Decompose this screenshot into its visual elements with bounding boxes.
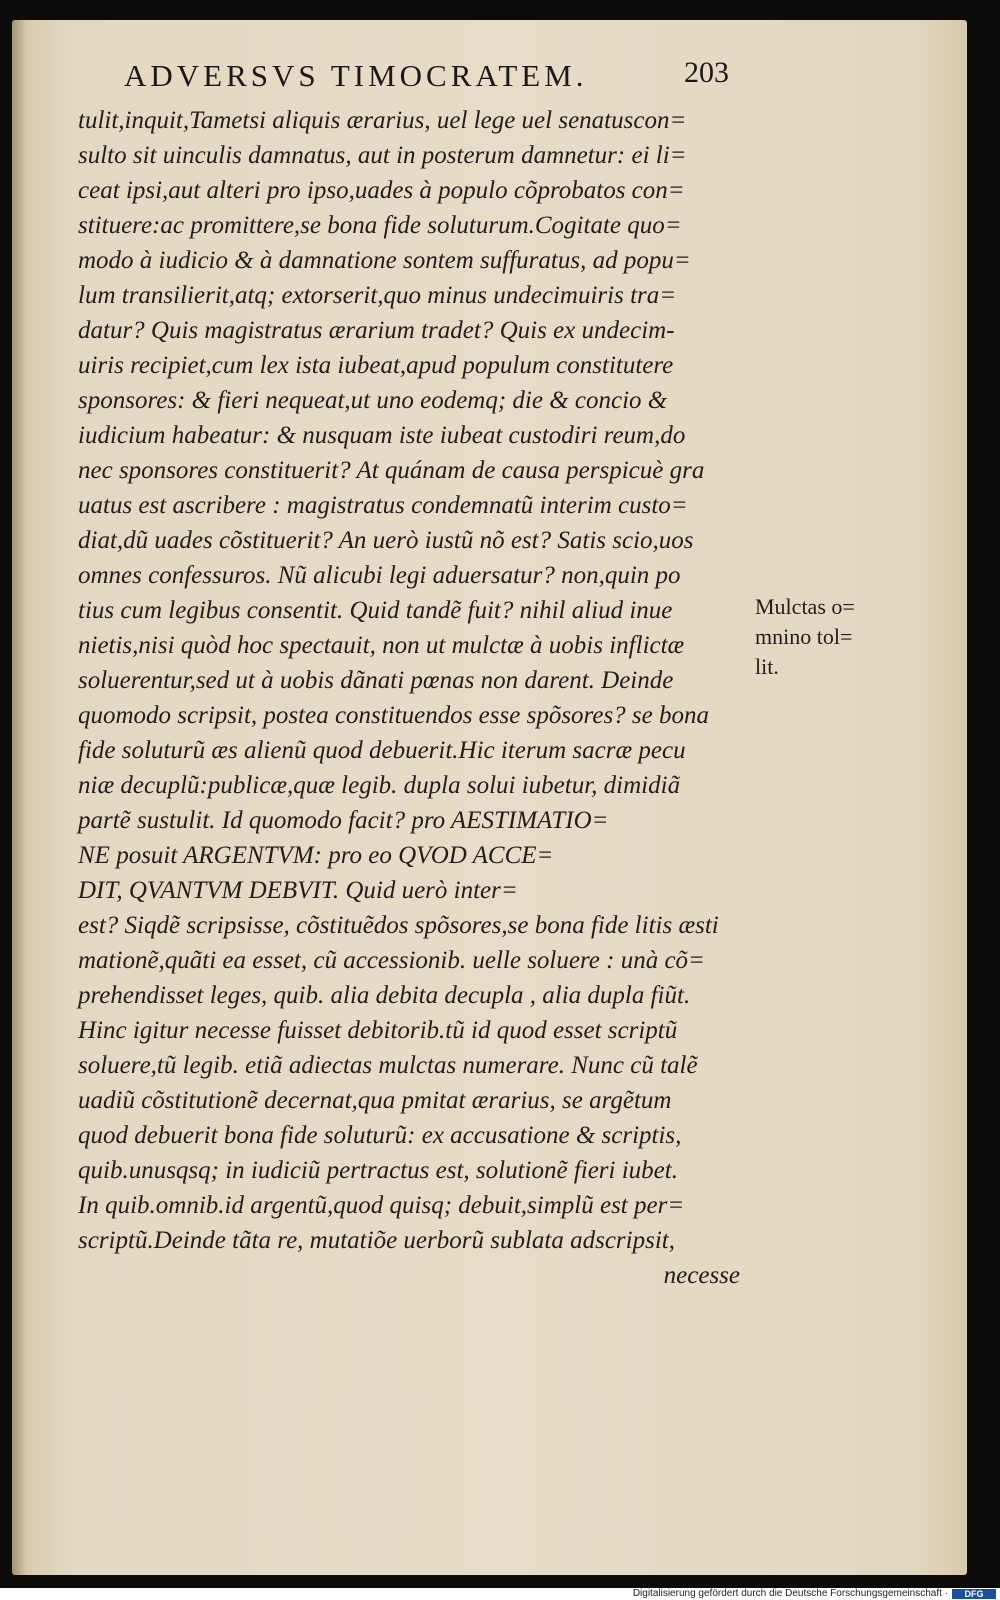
text-line: uiris recipiet,cum lex ista iubeat,apud populum constitutere: [78, 352, 674, 379]
text-line: ceat ipsi,aut alteri pro ipso,uades à populo cõprobatos con=: [78, 177, 685, 204]
margin-note-line: mnino tol=: [755, 624, 853, 649]
page-gutter-shadow: [12, 20, 26, 1575]
text-line: quib.unusqsq; in iudiciũ pertractus est, solutionẽ fieri iubet.: [78, 1157, 678, 1184]
text-line: NE posuit ARGENTVM: pro eo QVOD ACCE=: [78, 842, 554, 869]
text-line: fide soluturũ æs alienũ quod debuerit.Hic iterum sacræ pecu: [78, 737, 686, 764]
text-line: tulit,inquit,Tametsi aliquis ærarius, uel lege uel senatuscon=: [78, 107, 687, 134]
running-head: ADVERSVS TIMOCRATEM.: [124, 58, 588, 93]
catchword: necesse: [663, 1262, 740, 1289]
text-line: Hinc igitur necesse fuisset debitorib.tũ id quod esset scriptũ: [78, 1017, 678, 1044]
text-line: niæ decuplũ:publicæ,quæ legib. dupla solui iubetur, dimidiã: [78, 772, 681, 799]
text-line: soluerentur,sed ut à uobis dãnati pœnas non darent. Deinde: [78, 667, 674, 694]
text-line: iudicium habeatur: & nusquam iste iubeat custodiri reum,do: [78, 422, 686, 449]
digitization-credit: Digitalisierung gefördert durch die Deutsche Forschungsgemeinschaft ·: [632, 1588, 948, 1599]
text-line: sponsores: & fieri nequeat,ut uno eodemq; die & concio &: [78, 387, 668, 414]
dfg-logo: DFG: [952, 1589, 996, 1599]
text-line: quod debuerit bona fide soluturũ: ex accusatione & scriptis,: [78, 1122, 682, 1149]
text-line: DIT, QVANTVM DEBVIT. Quid uerò inter=: [78, 877, 518, 904]
text-line: partẽ sustulit. Id quomodo facit? pro AESTIMATIO=: [78, 807, 609, 834]
text-line: nietis,nisi quòd hoc spectauit, non ut mulctæ à uobis inflictæ: [78, 632, 685, 659]
text-line: datur? Quis magistratus ærarium tradet? Quis ex undecim-: [78, 317, 675, 344]
margin-note-line: lit.: [755, 654, 779, 679]
text-line: prehendisset leges, quib. alia debita decupla , alia dupla fiũt.: [78, 982, 691, 1009]
page-number: 203: [684, 56, 729, 89]
text-line: mationẽ,quãti ea esset, cũ accessionib. uelle soluere : unà cõ=: [78, 947, 705, 974]
text-line: diat,dũ uades cõstituerit? An uerò iustũ nõ est? Satis scio,uos: [78, 527, 694, 554]
margin-note: [755, 592, 895, 682]
text-line: uatus est ascribere : magistratus condemnatũ interim custo=: [78, 492, 688, 519]
text-line: sulto sit uinculis damnatus, aut in posterum damnetur: ei li=: [78, 142, 687, 169]
text-line: modo à iudicio & à damnatione sontem suffuratus, ad popu=: [78, 247, 691, 274]
text-line: est? Siqdẽ scripsisse, cõstituẽdos spõsores,se bona fide litis æsti: [78, 912, 719, 939]
text-line: omnes confessuros. Nũ alicubi legi aduersatur? non,quin po: [78, 562, 681, 589]
text-line: stituere:ac promittere,se bona fide soluturum.Cogitate quo=: [78, 212, 682, 239]
text-line: nec sponsores constituerit? At quánam de causa perspicuè gra: [78, 457, 705, 484]
text-line: tius cum legibus consentit. Quid tandẽ fuit? nihil aliud inue: [78, 597, 673, 624]
text-line: In quib.omnib.id argentũ,quod quisq; debuit,simplũ est per=: [78, 1192, 685, 1219]
body-text: [78, 103, 748, 1293]
text-line: quomodo scripsit, postea constituendos esse spõsores? se bona: [78, 702, 709, 729]
margin-note-line: Mulctas o=: [755, 594, 855, 619]
text-line: scriptũ.Deinde tãta re, mutatiõe uerborũ sublata adscripsit,: [78, 1227, 675, 1254]
text-line: soluere,tũ legib. etiã adiectas mulctas numerare. Nunc cũ talẽ: [78, 1052, 698, 1079]
text-line: lum transilierit,atq; extorserit,quo minus undecimuiris tra=: [78, 282, 677, 309]
text-line: uadiũ cõstitutionẽ decernat,qua pmitat ærarius, se argẽtum: [78, 1087, 672, 1114]
